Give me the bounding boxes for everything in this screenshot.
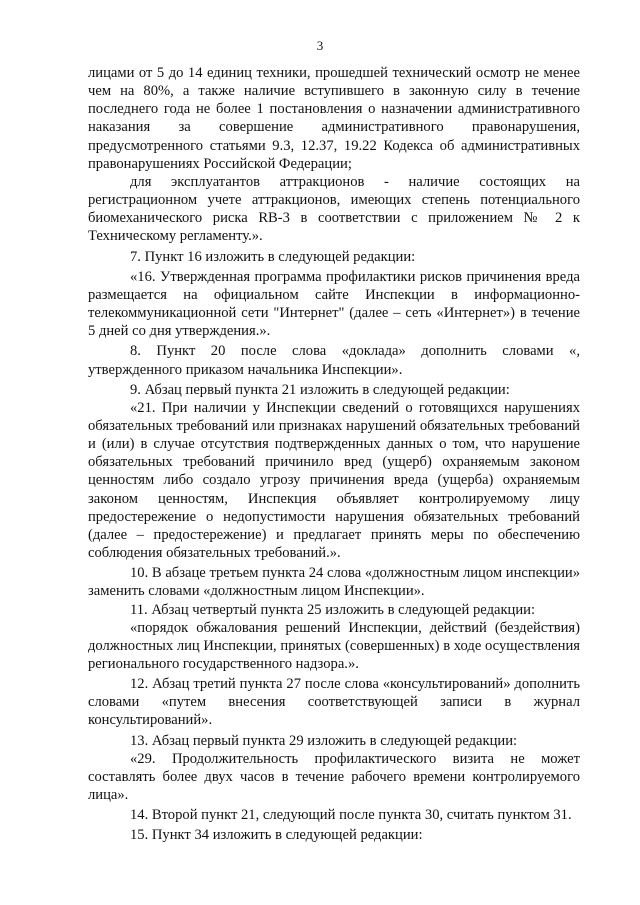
paragraph-10: «порядок обжалования решений Инспекции, действий (бездействия) должностных лиц Инспекции, принятых (совершенных) в ходе осуществления регионального государственного надзора.». (88, 619, 580, 672)
paragraph-14: 14. Второй пункт 21, следующий после пункта 30, считать пунктом 31. (130, 807, 572, 824)
document-body (88, 64, 580, 845)
paragraph-5: 8. Пункт 20 после слова «доклада» дополнить словами «, утвержденного приказом начальника Инспекции». (88, 343, 580, 378)
paragraph-4: «16. Утвержденная программа профилактики рисков причинения вреда размещается на официальном сайте Инспекции в информационно-телекоммуникационной сети "Интернет" (далее – сеть «Интернет») в течение 5 дней со дня утверждения.». (88, 268, 580, 340)
paragraph-1: лицами от 5 до 14 единиц техники, прошедшей технический осмотр не менее чем на 80%, а также наличие вступившего в законную силу в течение последнего года не более 1 постановления о назначении административного наказания за совершение административного правонарушения, предусмотренного статьями 9.3, 12.37, 19.22 Кодекса об административных правонарушениях Российской Федерации; (88, 65, 580, 172)
paragraph-12: 13. Абзац первый пункта 29 изложить в следующей редакции: (130, 732, 518, 749)
page-number: 3 (316, 38, 324, 53)
paragraph-9: 11. Абзац четвертый пункта 25 изложить в следующей редакции: (130, 601, 536, 618)
paragraph-8: 10. В абзаце третьем пункта 24 слова «должностным лицом инспекции» заменить словами «должностным лицом Инспекции». (88, 565, 580, 600)
paragraph-7: «21. При наличии у Инспекции сведений о готовящихся нарушениях обязательных требований или признаках нарушений обязательных требований и (или) в случае отсутствия подтвержденных данных о том, что нарушение обязательных требований причинило вред (ущерб) охраняемым законом ценностям либо создало угрозу причинения вреда (ущерба) охраняемым законом ценностям, Инспекция объявляет контролируемому лицу предостережение о недопустимости нарушения обязательных требований (далее – предостережение) и предлагает принять меры по обеспечению соблюдения обязательных требований.». (88, 399, 580, 562)
paragraph-3: 7. Пункт 16 изложить в следующей редакции: (130, 248, 416, 265)
paragraph-6: 9. Абзац первый пункта 21 изложить в следующей редакции: (130, 381, 510, 398)
paragraph-15: 15. Пункт 34 изложить в следующей редакции: (130, 827, 423, 844)
paragraph-13: «29. Продолжительность профилактического визита не может составлять более двух часов в течение рабочего времени контролируемого лица». (88, 750, 580, 804)
paragraph-11: 12. Абзац третий пункта 27 после слова «консультирований» дополнить словами «путем внесения соответствующей записи в журнал консультирований». (88, 676, 580, 729)
paragraph-2: для эксплуатантов аттракционов - наличие состоящих на регистрационном учете аттракционов, имеющих степень потенциального биомеханического риска RB-3 в соответствии с приложением № 2 к Техническому регламенту.». (88, 173, 580, 245)
